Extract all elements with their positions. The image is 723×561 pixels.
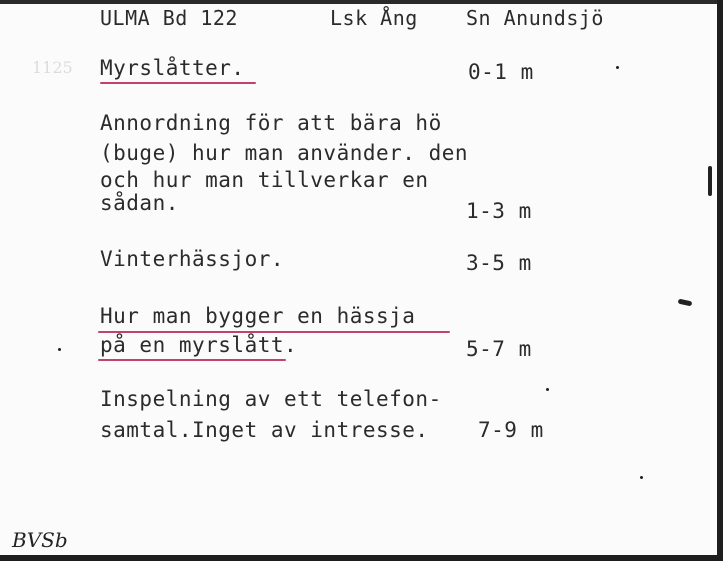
ink-speck: [708, 166, 712, 196]
entry-underline: [98, 359, 286, 361]
parish-name: Sn Anundsjö: [466, 6, 604, 30]
shelf-mark: BVSb: [12, 528, 68, 552]
ink-speck: [640, 476, 643, 479]
card-top-edge: [0, 0, 717, 4]
entry-title-myrslatter: Myrslåtter.: [100, 56, 245, 80]
entry-line: Inspelning av ett telefon-: [100, 387, 442, 411]
entry-underline: [100, 82, 256, 84]
entry-time: 0-1 m: [468, 60, 534, 84]
ink-speck: [58, 348, 61, 351]
entry-line: samtal.Inget av intresse.: [100, 418, 429, 442]
ink-speck: [616, 66, 619, 69]
entry-line: Hur man bygger en hässja: [100, 304, 416, 328]
landscape-abbrev: Lsk Ång: [330, 6, 418, 30]
entry-line: på en myrslått.: [100, 333, 298, 357]
entry-line: (buge) hur man använder. den: [100, 141, 469, 165]
entry-time: 3-5 m: [466, 251, 532, 275]
archive-reference: ULMA Bd 122: [100, 6, 238, 30]
entry-time: 7-9 m: [478, 418, 544, 442]
entry-title-vinterhassjor: Vinterhässjor.: [100, 247, 285, 271]
bleed-through-text: 1125: [32, 58, 73, 77]
entry-time: 5-7 m: [466, 337, 532, 361]
entry-line: och hur man tillverkar en: [100, 168, 429, 192]
entry-time: 1-3 m: [466, 199, 532, 223]
entry-line: Annordning för att bära hö: [100, 111, 442, 135]
ink-speck: [678, 299, 693, 307]
ink-speck: [546, 388, 549, 391]
entry-line: sådan.: [100, 191, 179, 215]
